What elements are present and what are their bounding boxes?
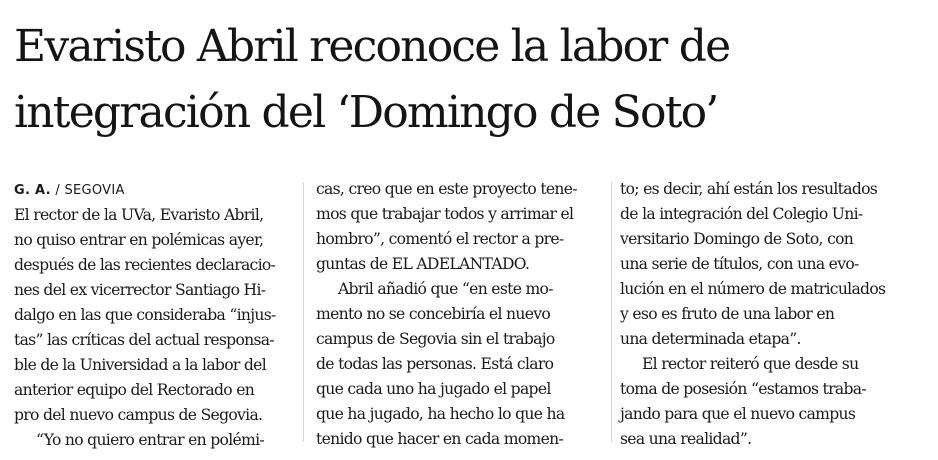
article-line: mos que trabajar todos y arrimar el (316, 205, 574, 223)
byline (14, 182, 125, 200)
article-line: pro del nuevo campus de Segovia. (14, 406, 263, 424)
article-line: mento no se concebiría el nuevo (316, 305, 551, 323)
article-line: campus de Segovia sin el trabajo (316, 330, 555, 348)
article-line: no quiso entrar en polémicas ayer, (14, 231, 264, 249)
byline-separator: / (50, 183, 65, 198)
article-line: anterior equipo del Rectorado en (14, 381, 255, 399)
headline (14, 14, 924, 146)
headline-line-1: Evaristo Abril reconoce la labor de (14, 21, 730, 72)
article-line: cas, creo que en este proyecto tene- (316, 180, 577, 198)
article-line: lución en el número de matriculados (620, 280, 886, 298)
article-line: tas” las críticas del actual responsa- (14, 331, 274, 349)
article-line: ble de la Universidad a la labor del (14, 356, 266, 374)
article-line: guntas de EL ADELANTADO. (316, 255, 530, 273)
article-line: de todas las personas. Está claro (316, 355, 554, 373)
column-divider (303, 182, 304, 442)
article-line: El rector reiteró que desde su (642, 355, 859, 373)
article-column-1 (14, 203, 296, 453)
article-line: El rector de la UVa, Evaristo Abril, (14, 206, 264, 224)
article-line: de la integración del Colegio Uni- (620, 205, 863, 223)
article-line: hombro”, comentó el rector a pre- (316, 230, 564, 248)
headline-line-2: integración del ‘Domingo de Soto’ (14, 87, 718, 138)
article-line: toma de posesión “estamos traba- (620, 380, 866, 398)
article-line: dalgo en las que consideraba “injus- (14, 306, 276, 324)
article-column-2 (316, 177, 606, 452)
article-line: jando para que el nuevo campus (620, 405, 856, 423)
article-line: que ha jugado, ha hecho lo que ha (316, 405, 565, 423)
article-line: “Yo no quiero entrar en polémi- (36, 431, 264, 449)
byline-location: SEGOVIA (64, 183, 125, 198)
article-line: después de las recientes declaracio- (14, 256, 276, 274)
article-line: una determinada etapa”. (620, 330, 801, 348)
article-column-3 (620, 177, 920, 452)
column-divider (611, 182, 612, 442)
article-line: que cada uno ha jugado el papel (316, 380, 551, 398)
article-line: Abril añadió que “en este mo- (338, 280, 553, 298)
article-line: sea una realidad”. (620, 430, 752, 448)
article-line: to; es decir, ahí están los resultados (620, 180, 878, 198)
article-line: una serie de títulos, con una evo- (620, 255, 859, 273)
article-line: tenido que hacer en cada momen- (316, 430, 564, 448)
article-line: nes del ex vicerrector Santiago Hi- (14, 281, 266, 299)
article-line: versitario Domingo de Soto, con (620, 230, 854, 248)
byline-author: G. A. (14, 183, 51, 198)
article-line: y eso es fruto de una labor en (620, 305, 835, 323)
